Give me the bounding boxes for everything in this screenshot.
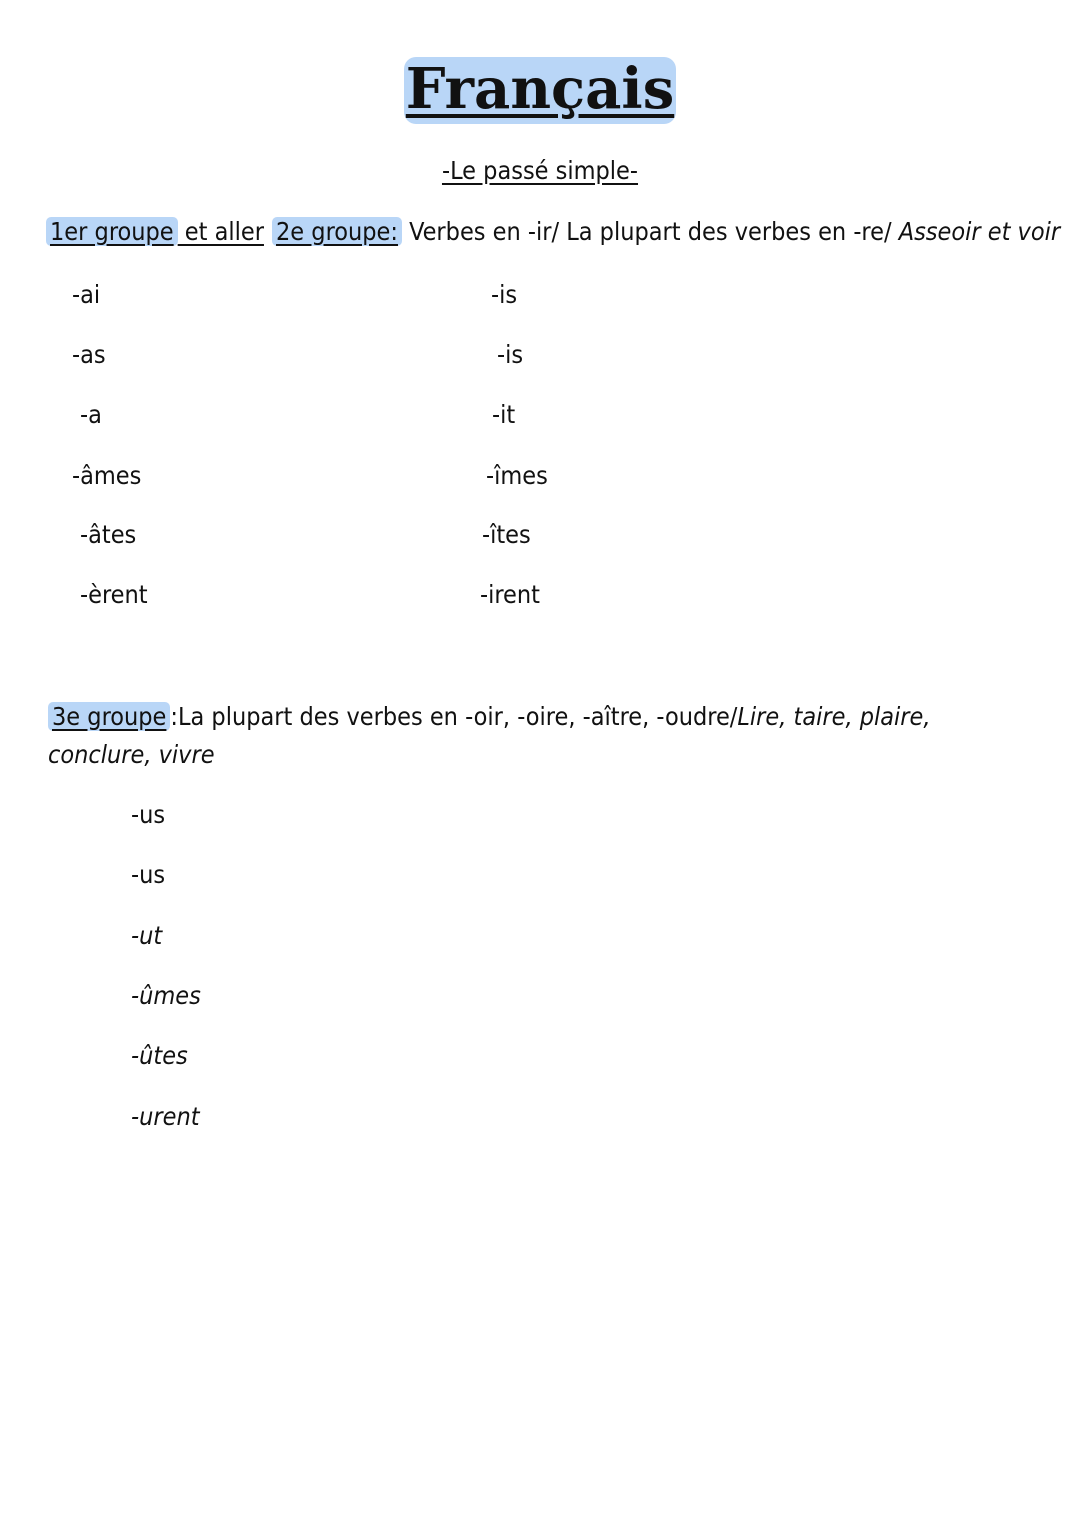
group2-ending: -is: [491, 280, 518, 309]
group2-ending: -is: [497, 340, 524, 369]
group2-ending: -it: [492, 400, 516, 429]
group3-ending: -ut: [131, 921, 163, 950]
group1-ending: -a: [80, 400, 102, 429]
page-subtitle: -Le passé simple-: [441, 156, 639, 185]
group3-label: 3e groupe: [48, 702, 170, 731]
group1-ending: -èrent: [80, 580, 148, 609]
group1-heading: [46, 215, 264, 249]
group3-heading: [48, 698, 1008, 774]
group2-desc: Verbes en -ir/ La plupart des verbes en -re/: [402, 217, 899, 246]
group2-ending: -irent: [480, 580, 540, 609]
group2-heading: [272, 215, 1060, 249]
group3-ending: -us: [131, 800, 166, 829]
group2-label: 2e groupe:: [272, 217, 402, 246]
group3-desc-italic: Lire, taire, plaire, conclure, vivre: [48, 702, 931, 769]
group3-ending: -urent: [131, 1102, 200, 1131]
group3-ending: -us: [131, 860, 166, 889]
group2-desc-italic: Asseoir et voir: [898, 217, 1061, 246]
group3-ending: -ûtes: [131, 1041, 188, 1070]
group1-ending: -as: [72, 340, 106, 369]
group1-ending: -âtes: [80, 520, 137, 549]
group1-suffix: et aller: [177, 217, 264, 246]
group3-ending: -ûmes: [131, 981, 201, 1010]
group1-label: 1er groupe: [46, 217, 178, 246]
group2-ending: -îmes: [486, 461, 548, 490]
page-title: Français: [405, 56, 675, 122]
group1-ending: -ai: [72, 280, 101, 309]
group3-desc: :La plupart des verbes en -oir, -oire, -aître, -oudre/: [170, 702, 738, 731]
group1-ending: -âmes: [72, 461, 142, 490]
group2-ending: -îtes: [482, 520, 531, 549]
